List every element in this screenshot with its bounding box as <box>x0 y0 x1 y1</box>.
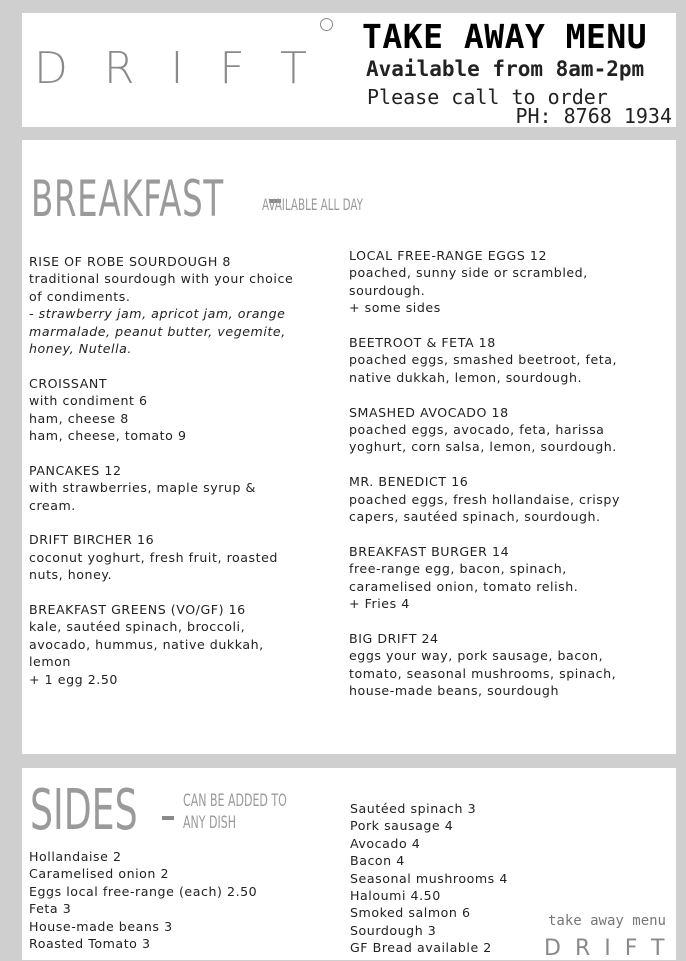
menu-item-name: BEETROOT & FETA 18 <box>349 335 496 351</box>
menu-title: TAKE AWAY MENU <box>362 17 648 56</box>
side-item: House-made beans 3 <box>29 918 173 934</box>
menu-item <box>29 253 349 357</box>
side-item: Smoked salmon 6 <box>350 905 471 921</box>
side-item: Bacon 4 <box>350 853 405 869</box>
menu-item-description: avocado, hummus, native dukkah, <box>29 636 264 652</box>
menu-item-condiments: marmalade, peanut butter, vegemite, <box>29 323 286 339</box>
breakfast-left-column <box>29 253 349 705</box>
sides-left-column <box>29 848 349 952</box>
side-item: Pork sausage 4 <box>350 818 454 834</box>
footer-tagline: take away menu <box>547 913 666 929</box>
menu-item-description: traditional sourdough with your choice <box>29 271 294 287</box>
menu-item <box>349 630 669 700</box>
menu-item-name: CROISSANT <box>29 375 108 391</box>
menu-item-description: lemon <box>29 654 71 670</box>
menu-item-name: PANCAKES 12 <box>29 462 122 478</box>
drift-logo: DRIFT <box>34 43 343 94</box>
menu-item-name: SMASHED AVOCADO 18 <box>349 404 509 420</box>
phone-number: PH: 8768 1934 <box>515 104 672 128</box>
menu-item-description: + Fries 4 <box>349 596 410 612</box>
menu-item-description: nuts, honey. <box>29 567 113 583</box>
menu-item-name: RISE OF ROBE SOURDOUGH 8 <box>29 254 231 269</box>
side-item: Roasted Tomato 3 <box>29 936 151 952</box>
breakfast-right-column <box>349 247 669 717</box>
header-panel <box>22 13 676 127</box>
menu-item-description: poached eggs, smashed beetroot, feta, <box>349 352 618 368</box>
side-item: Haloumi 4.50 <box>350 888 441 904</box>
side-item: Sourdough 3 <box>350 922 437 938</box>
side-item: GF Bread available 2 <box>350 940 492 956</box>
menu-item <box>349 247 669 317</box>
menu-item-name: DRIFT BIRCHER 16 <box>29 532 155 548</box>
menu-item-description: kale, sautéed spinach, broccoli, <box>29 619 246 635</box>
menu-item <box>29 601 349 688</box>
menu-item-description: ham, cheese, tomato 9 <box>29 428 187 444</box>
menu-item-description: coconut yoghurt, fresh fruit, roasted <box>29 549 278 565</box>
side-item: Feta 3 <box>29 901 72 917</box>
sides-subtitle <box>183 790 341 834</box>
breakfast-title: BREAKFAST <box>31 170 224 228</box>
call-to-order-text: Please call to order <box>367 85 608 109</box>
side-item: Caramelised onion 2 <box>29 866 170 882</box>
sides-title: SIDES <box>30 778 138 843</box>
menu-item-description: of condiments. <box>29 288 131 304</box>
side-item: Seasonal mushrooms 4 <box>350 870 508 886</box>
menu-item-description: caramelised onion, tomato relish. <box>349 578 579 594</box>
availability-text: Available from 8am-2pm <box>366 57 645 81</box>
menu-item-description: yoghurt, corn salsa, lemon, sourdough. <box>349 439 617 455</box>
menu-item-name: MR. BENEDICT 16 <box>349 474 469 490</box>
sides-panel <box>22 768 679 961</box>
menu-item-description: cream. <box>29 497 76 513</box>
side-item: Sautéed spinach 3 <box>350 801 477 816</box>
breakfast-subtitle: AVAILABLE ALL DAY <box>262 195 363 214</box>
menu-item <box>29 375 349 445</box>
menu-item <box>29 531 349 583</box>
sides-right-column <box>350 800 650 957</box>
menu-item-condiments: - strawberry jam, apricot jam, orange <box>29 306 286 322</box>
menu-item-description: tomato, seasonal mushrooms, spinach, <box>349 665 617 681</box>
side-item: Hollandaise 2 <box>29 849 122 864</box>
menu-item-name: BREAKFAST BURGER 14 <box>349 543 510 559</box>
menu-item-description: with strawberries, maple syrup & <box>29 480 256 496</box>
breakfast-panel <box>22 140 676 754</box>
menu-item-description: sourdough. <box>349 282 426 298</box>
side-item: Avocado 4 <box>350 835 421 851</box>
footer-logo: DRIFT <box>544 936 679 961</box>
menu-item-description: + some sides <box>349 300 441 316</box>
sides-subtitle-line: ANY DISH <box>183 813 236 833</box>
menu-item-description: house-made beans, sourdough <box>349 683 559 699</box>
menu-item-description: with condiment 6 <box>29 393 148 409</box>
menu-item-description: free-range egg, bacon, spinach, <box>349 561 567 577</box>
menu-item-name: LOCAL FREE-RANGE EGGS 12 <box>349 248 548 263</box>
menu-item <box>349 543 669 613</box>
sides-subtitle-line: CAN BE ADDED TO <box>183 791 287 811</box>
menu-item-name: BREAKFAST GREENS (VO/GF) 16 <box>29 602 246 618</box>
title-dash <box>162 816 174 820</box>
menu-item <box>349 473 669 525</box>
menu-item-name: BIG DRIFT 24 <box>349 630 439 646</box>
logo-circle-icon <box>320 18 333 31</box>
menu-item-description: + 1 egg 2.50 <box>29 671 118 687</box>
side-item: Eggs local free-range (each) 2.50 <box>29 883 258 899</box>
menu-item-description: poached eggs, fresh hollandaise, crispy <box>349 491 620 507</box>
menu-item-description: native dukkah, lemon, sourdough. <box>349 369 583 385</box>
menu-item-description: ham, cheese 8 <box>29 410 129 426</box>
menu-item-description: poached, sunny side or scrambled, <box>349 265 588 281</box>
menu-item-description: capers, sautéed spinach, sourdough. <box>349 509 601 525</box>
menu-item-condiments: honey, Nutella. <box>29 341 132 357</box>
menu-item <box>29 462 349 514</box>
menu-item-description: eggs your way, pork sausage, bacon, <box>349 648 604 664</box>
menu-item <box>349 334 669 386</box>
menu-item <box>349 404 669 456</box>
menu-item-description: poached eggs, avocado, feta, harissa <box>349 422 605 438</box>
